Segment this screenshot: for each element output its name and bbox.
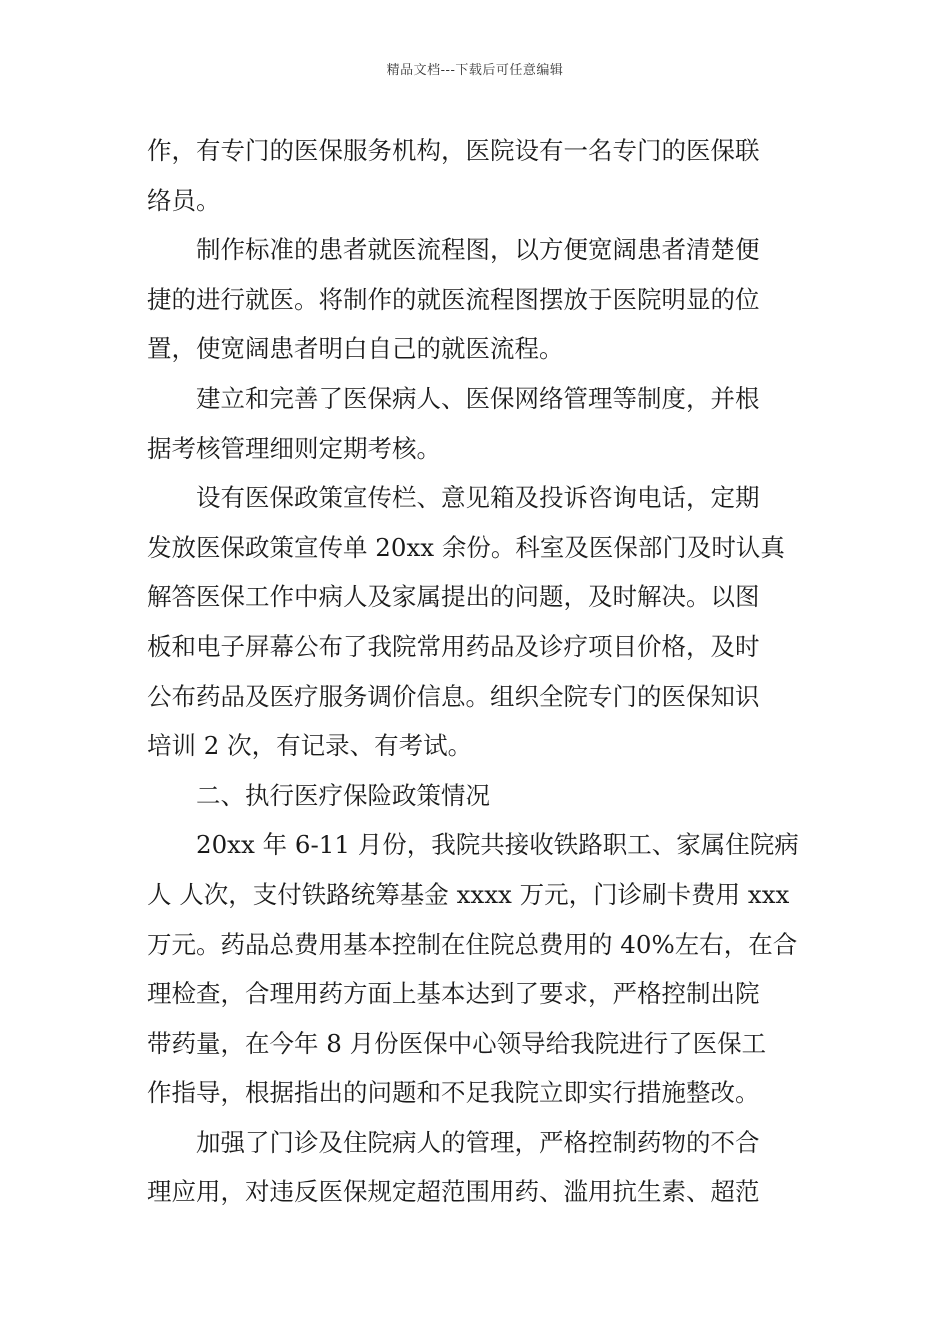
paragraph-start-line: 制作标准的患者就医流程图，以方便宽阔患者清楚便 [196, 235, 760, 265]
paragraph-start-line: 加强了门诊及住院病人的管理，严格控制药物的不合 [196, 1127, 760, 1157]
text-line: 置，使宽阔患者明白自己的就医流程。 [147, 334, 564, 364]
text-line: 公布药品及医疗服务调价信息。组织全院专门的医保知识 [147, 681, 760, 711]
document-body [147, 126, 805, 1217]
text-line: 理检查，合理用药方面上基本达到了要求，严格控制出院 [147, 979, 760, 1009]
page-header: 精品文档---下载后可任意编辑 [386, 63, 564, 78]
text-line: 带药量，在今年 8 月份医保中心领导给我院进行了医保工 [147, 1028, 767, 1058]
text-line: 发放医保政策宣传单 20xx 余份。科室及医保部门及时认真 [147, 532, 785, 562]
text-line: 理应用，对违反医保规定超范围用药、滥用抗生素、超范 [147, 1177, 760, 1207]
text-line: 解答医保工作中病人及家属提出的问题，及时解决。以图 [147, 582, 760, 612]
text-line: 络员。 [147, 185, 221, 215]
paragraph-start-line: 建立和完善了医保病人、医保网络管理等制度，并根 [196, 383, 760, 413]
paragraph-start-line: 设有医保政策宣传栏、意见箱及投诉咨询电话，定期 [196, 483, 760, 513]
text-line: 作指导，根据指出的问题和不足我院立即实行措施整改。 [147, 1078, 760, 1108]
text-line: 作，有专门的医保服务机构，医院设有一名专门的医保联 [147, 136, 760, 165]
text-line: 据考核管理细则定期考核。 [147, 433, 441, 463]
text-line: 板和电子屏幕公布了我院常用药品及诊疗项目价格，及时 [147, 631, 760, 661]
text-line: 培训 2 次，有记录、有考试。 [147, 731, 473, 761]
text-line: 万元。药品总费用基本控制在住院总费用的 40%左右，在合 [147, 929, 798, 959]
paragraph-start-line: 20xx 年 6-11 月份，我院共接收铁路职工、家属住院病 [196, 830, 799, 860]
text-line: 捷的进行就医。将制作的就医流程图摆放于医院明显的位 [147, 284, 760, 314]
section-heading: 二、执行医疗保险政策情况 [196, 780, 490, 810]
text-line: 人 人次，支付铁路统筹基金 xxxx 万元，门诊刷卡费用 xxx [147, 879, 790, 909]
